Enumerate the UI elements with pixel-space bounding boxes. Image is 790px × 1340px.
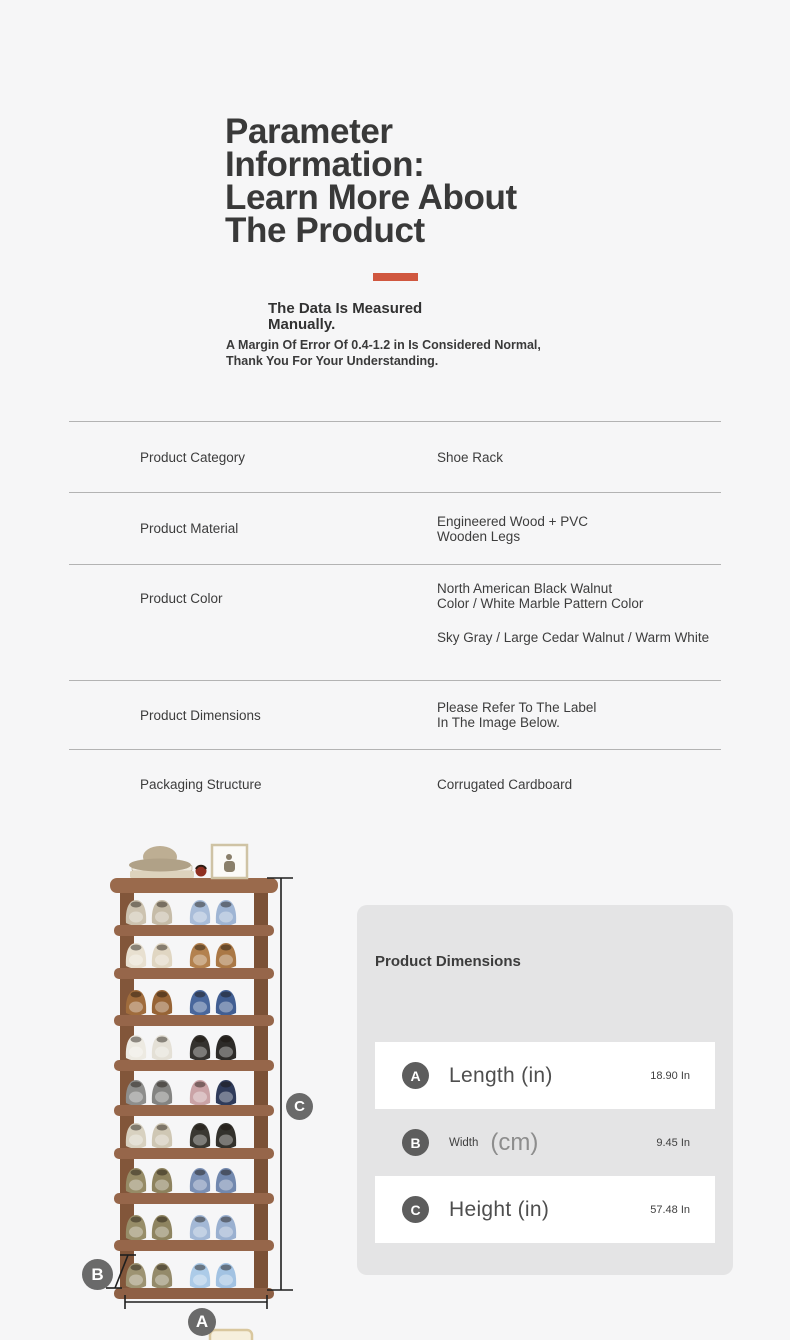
marker-c-badge: C xyxy=(402,1196,429,1223)
spec-table xyxy=(69,421,721,819)
spec-value xyxy=(437,450,503,465)
spec-label: Product Dimensions xyxy=(140,707,261,723)
subtitle-line: Manually. xyxy=(268,316,336,333)
note-line: A Margin Of Error Of 0.4-1.2 in Is Considered Normal, xyxy=(226,338,541,352)
spec-value xyxy=(437,565,709,645)
marker-b-badge: B xyxy=(402,1129,429,1156)
spec-value-line: Color / White Marble Pattern Color xyxy=(437,596,644,611)
spec-value-line: Wooden Legs xyxy=(437,528,521,544)
dimension-row-length xyxy=(375,1042,715,1109)
accent-divider xyxy=(373,273,418,281)
dimension-row-width xyxy=(375,1109,715,1176)
spec-value-line: Please Refer To The Label xyxy=(437,700,597,715)
height-value: 57.48 In xyxy=(650,1203,690,1216)
spec-row-color xyxy=(69,564,721,680)
rack-shoes xyxy=(126,900,236,1289)
spec-row-packaging xyxy=(69,749,721,819)
tolerance-note xyxy=(226,338,541,369)
spec-label: Packaging Structure xyxy=(140,777,262,792)
spec-value-line: Corrugated Cardboard xyxy=(437,777,573,792)
dimension-rows xyxy=(375,1042,715,1243)
spec-value xyxy=(437,700,596,730)
figure-marker-b: B xyxy=(82,1259,113,1290)
note-line: Thank You For Your Understanding. xyxy=(226,353,439,368)
marker-a-badge: A xyxy=(402,1062,429,1089)
subtitle-line: The Data Is Measured xyxy=(268,300,423,317)
top-decor xyxy=(129,845,247,878)
title-line: Learn More About xyxy=(225,178,517,217)
length-value: 18.90 In xyxy=(650,1069,690,1082)
title-line: Parameter xyxy=(225,112,393,151)
spec-value-line: Shoe Rack xyxy=(437,449,504,465)
dimension-row-height xyxy=(375,1176,715,1243)
spec-row-material xyxy=(69,492,721,564)
width-value: 9.45 In xyxy=(656,1136,690,1149)
spec-value-line: In The Image Below. xyxy=(437,715,560,730)
bottom-partial-item xyxy=(210,1330,252,1340)
spec-value xyxy=(437,777,572,792)
width-label: Width xyxy=(449,1136,479,1149)
figure-marker-c: C xyxy=(286,1093,313,1120)
dimensions-card xyxy=(357,905,733,1275)
dimensions-card-title: Product Dimensions xyxy=(375,953,521,970)
length-label: Length (in) xyxy=(449,1063,553,1087)
spec-label: Product Color xyxy=(140,591,223,606)
page-title xyxy=(225,112,517,250)
spec-value xyxy=(437,514,588,544)
height-label: Height (in) xyxy=(449,1197,550,1221)
figure-marker-a: A xyxy=(188,1308,216,1336)
spec-row-dimensions xyxy=(69,680,721,749)
width-unit-label: (cm) xyxy=(490,1128,539,1156)
book xyxy=(130,871,194,878)
spec-value-line: Engineered Wood + PVC xyxy=(437,513,588,529)
spec-label: Product Material xyxy=(140,521,239,536)
spec-value-line: Sky Gray / Large Cedar Walnut / Warm White xyxy=(437,630,710,645)
title-line: The Product xyxy=(225,211,425,250)
measured-manually-subtitle xyxy=(268,301,422,333)
spec-value-line: North American Black Walnut xyxy=(437,581,613,596)
spec-row-category xyxy=(69,421,721,492)
title-line: Information: xyxy=(225,145,425,184)
spec-label: Product Category xyxy=(140,449,246,465)
